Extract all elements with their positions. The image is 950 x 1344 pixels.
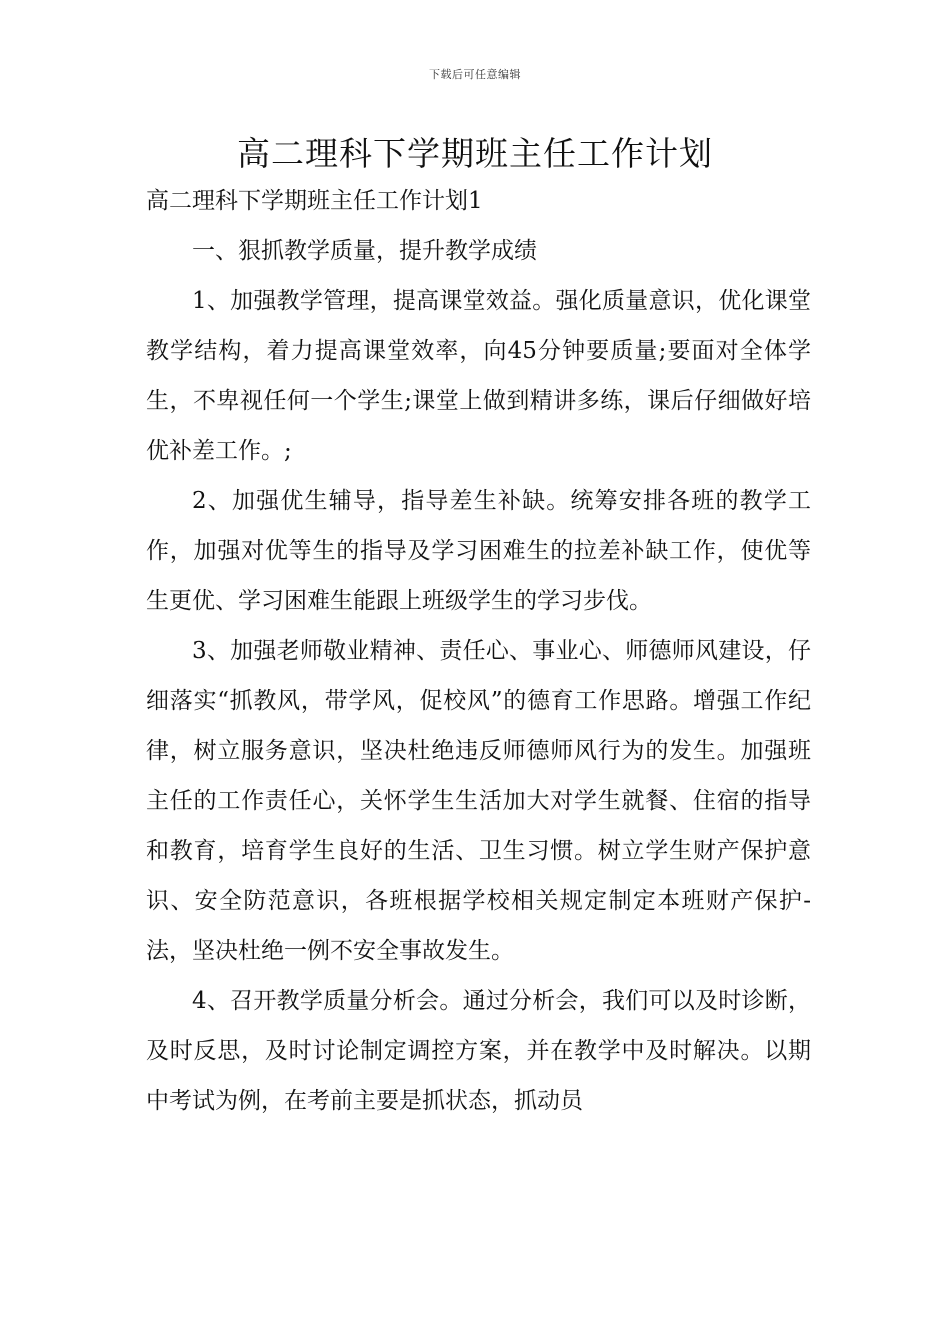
- section-subtitle: 高二理科下学期班主任工作计划1: [146, 188, 483, 214]
- paragraph-2: 2、加强优生辅导，指导差生补缺。统筹安排各班的教学工作，加强对优等生的指导及学习困难生的拉差补缺工作，使优等生更优、学习困难生能跟上班级学生的学习步伐。: [146, 488, 811, 614]
- paragraph-4: 4、召开教学质量分析会。通过分析会，我们可以及时诊断，及时反思，及时讨论制定调控方案，并在教学中及时解决。以期中考试为例，在考前主要是抓状态，抓动员: [146, 988, 811, 1114]
- paragraph-1: 1、加强教学管理，提高课堂效益。强化质量意识，优化课堂教学结构，着力提高课堂效率，向45分钟要质量;要面对全体学生，不卑视任何一个学生;课堂上做到精讲多练，课后仔细做好培优补差工作。;: [146, 288, 811, 464]
- document-title: 高二理科下学期班主任工作计划: [237, 134, 713, 173]
- heading-paragraph: 一、狠抓教学质量，提升教学成绩: [192, 238, 537, 264]
- header-note: 下载后可任意编辑: [429, 68, 521, 81]
- document-body: [146, 176, 811, 1126]
- paragraph-3: 3、加强老师敬业精神、责任心、事业心、师德师风建设，仔细落实“抓教风，带学风，促校风”的德育工作思路。增强工作纪律，树立服务意识，坚决杜绝违反师德师风行为的发生。加强班主任的工作责任心，关怀学生生活加大对学生就餐、住宿的指导和教育，培育学生良好的生活、卫生习惯。树立学生财产保护意识、安全防范意识，各班根据学校相关规定制定本班财产保护-法，坚决杜绝一例不安全事故发生。: [146, 638, 811, 964]
